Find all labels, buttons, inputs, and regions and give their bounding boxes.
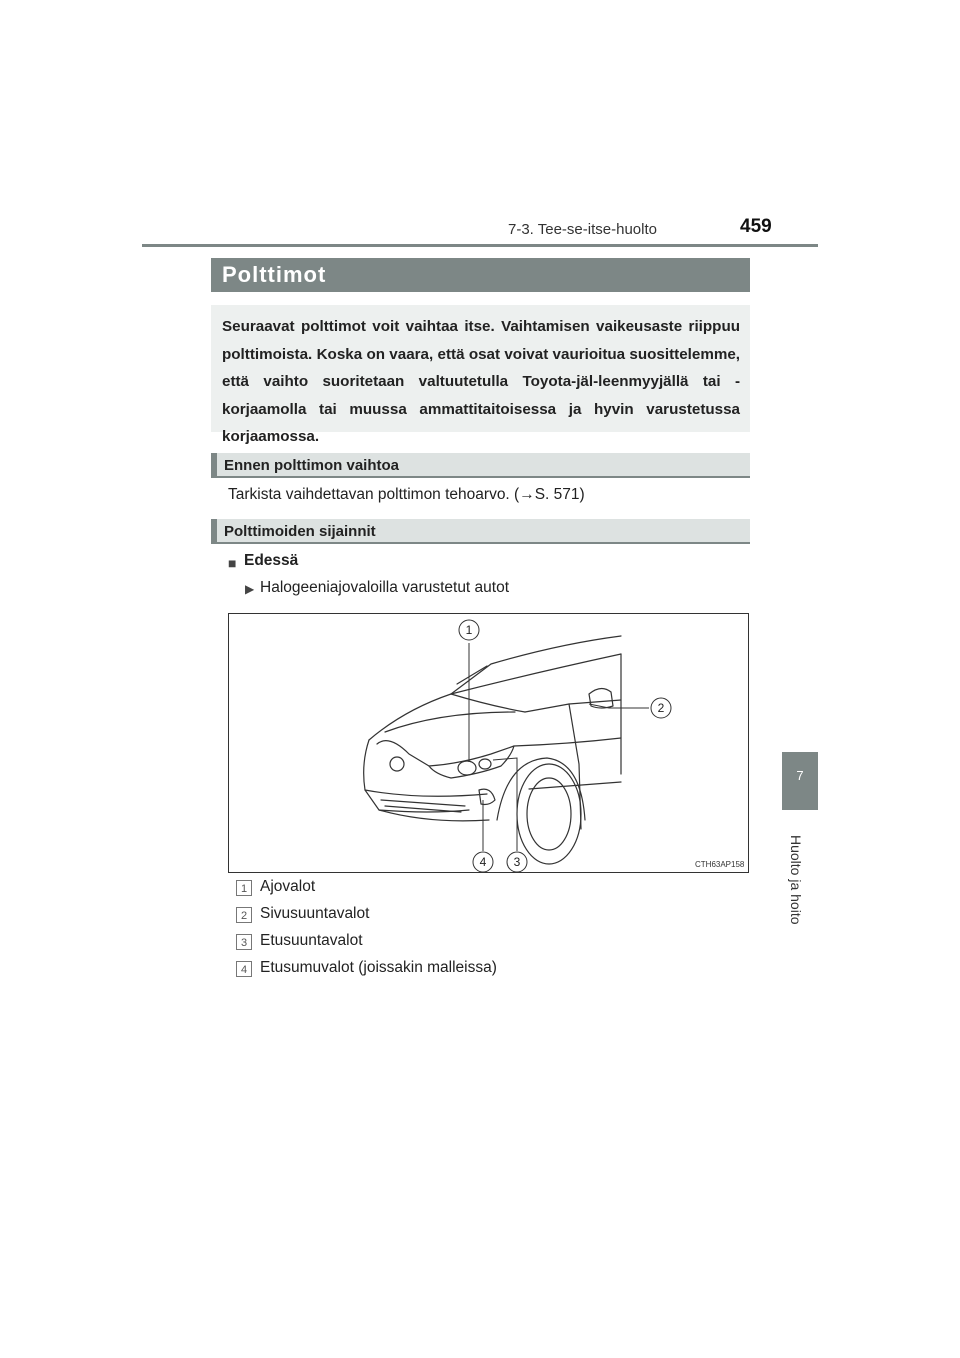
callout-4 bbox=[473, 852, 493, 872]
legend-number-4: 4 bbox=[236, 961, 252, 977]
variant-label: Halogeeniajovaloilla varustetut autot bbox=[260, 579, 510, 596]
svg-text:3: 3 bbox=[513, 855, 521, 869]
figure-code: CTH63AP158 bbox=[695, 860, 745, 869]
note-text: Seuraavat polttimot voit vaihtaa itse. Vaihtamisen vaikeusaste riippuu polttimoista. Koska on vaara, että osat voivat vaurioitua suosittelemme, että vaihto suoritetaan valtuutetulla Toyota-jäl-leenmyyjällä tai -korjaamolla tai muussa ammattitaitoisessa ja hyvin varustetussa korjaamossa. bbox=[222, 318, 740, 445]
legend-label-headlights: Ajovalot bbox=[260, 878, 316, 895]
square-bullet-icon: ■ bbox=[228, 555, 237, 571]
legend-label-side-turn-signals: Sivusuuntavalot bbox=[260, 905, 370, 922]
chapter-number: 7 bbox=[796, 768, 804, 783]
legend-number-1: 1 bbox=[236, 880, 252, 896]
svg-text:4: 4 bbox=[479, 855, 487, 869]
page-title: Polttimot bbox=[222, 262, 327, 287]
section-heading-accent bbox=[211, 519, 217, 544]
section-header: 7-3. Tee-se-itse-huolto bbox=[508, 221, 657, 238]
triangle-bullet-icon: ▶ bbox=[245, 582, 255, 596]
car-front-drawing bbox=[229, 614, 748, 872]
svg-text:2: 2 bbox=[657, 701, 665, 715]
legend-label-front-turn-signals: Etusuuntavalot bbox=[260, 932, 363, 949]
section-text-before: Tarkista vaihdettavan polttimon tehoarvo. (→S. 571) bbox=[228, 486, 585, 503]
section-heading-before: Ennen polttimon vaihtoa bbox=[224, 457, 399, 474]
chapter-label: Huolto ja hoito bbox=[788, 835, 804, 925]
callout-1 bbox=[459, 620, 479, 640]
callout-3 bbox=[507, 852, 527, 872]
header-rule bbox=[142, 244, 818, 247]
page-number: 459 bbox=[740, 216, 772, 237]
subheading-front: Edessä bbox=[244, 552, 299, 569]
callout-2 bbox=[651, 698, 671, 718]
legend-number-3: 3 bbox=[236, 934, 252, 950]
car-front-illustration bbox=[228, 613, 749, 873]
legend-number-2: 2 bbox=[236, 907, 252, 923]
legend-label-fog-lights: Etusumuvalot (joissakin malleissa) bbox=[260, 959, 497, 976]
svg-text:1: 1 bbox=[465, 623, 473, 637]
section-heading-locations: Polttimoiden sijainnit bbox=[224, 523, 376, 540]
section-heading-accent bbox=[211, 453, 217, 478]
